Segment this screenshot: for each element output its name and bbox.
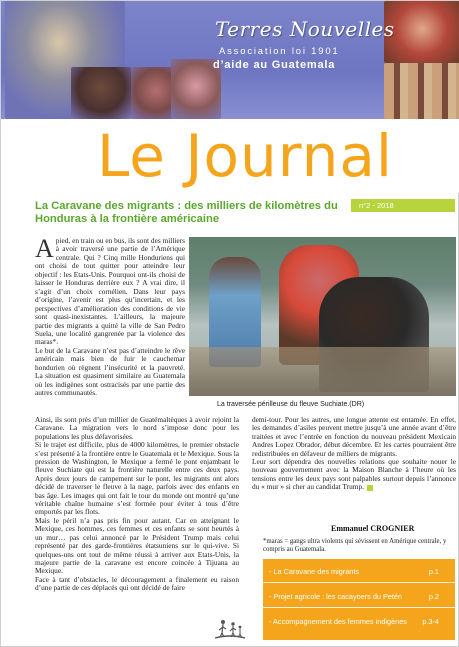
org-name: Terres Nouvelles bbox=[215, 17, 395, 41]
org-subtitle-2: d’aide au Guatemala bbox=[213, 59, 336, 71]
table-of-contents bbox=[263, 559, 455, 640]
toc-page: p.1 bbox=[428, 567, 439, 576]
photo-river bbox=[189, 347, 456, 396]
paragraph: Si le trajet est difficile, plus de 4000 kilomètres, le premier obstacle s’est présenté à la frontière entre le Guatemala et le Mexique. Sous la pression de Washington, le Mexique a fermé le pont enjambant le fleuve Suchiate qui est la frontière naturelle entre ces deux pays. Après deux jours de campement sur le pont, les migrants ont alors décidé de traverser le fleuve à la nage, parfois avec des enfants en bas âge. Les images qui ont fait le tour du monde ont montré qu’une véritable chaîne humaine s’est formée pour éviter à tous d’être emportés par les flots. bbox=[35, 440, 239, 517]
article-column-bottom bbox=[35, 416, 239, 593]
end-mark-icon bbox=[367, 485, 373, 491]
toc-label: - Projet agricole : les cacayoers du Petén bbox=[269, 592, 403, 601]
toc-label: - Accompagnement des femmes indigènes bbox=[269, 617, 407, 626]
association-logo-icon bbox=[213, 616, 247, 642]
article-column-right bbox=[252, 416, 456, 492]
paragraph: Mais le péril n’a pas pris fin pour autant. Car en atteignant le Mexique, ces hommes, ces femmes et ces enfants se sont heurtés à un mur… pas celui annoncé par le Président Trump mais celui représenté par des garde-frontières étatsuniens sur le qui-vive. Si quelques-uns ont tout de même réussi à arriver aux Etats-Unis, la majeure partie de la caravane est encore coincée à Tijuana au Mexique. bbox=[35, 515, 239, 576]
toc-item[interactable] bbox=[263, 617, 455, 636]
issue-number: n°2 - 2018 bbox=[351, 199, 455, 212]
paragraph bbox=[252, 458, 456, 492]
journal-title: Le Journal bbox=[97, 122, 394, 190]
toc-divider bbox=[263, 582, 455, 583]
paragraph-text: Leur sort dépendra des nouvelles relations que souhaite nouer le nouveau gouvernement avec la Maison Blanche à l’heure où les tensions entre les deux pays sont palpables surtout depuis l’annonce du « mur » si cher au candidat Trump. bbox=[252, 457, 456, 492]
article-photo bbox=[189, 237, 456, 396]
toc-label: - La Caravane des migrants bbox=[269, 567, 360, 576]
header-photo-portrait bbox=[384, 1, 459, 63]
paragraph: Le but de la Caravane n’est pas d’atteindre le rêve américain mais bien de fuir le cauchemar hondurien où règnent l’insécurité et la pauvreté. La situation est quasiment similaire au Guatemala où les indigènes sont ostracisés par une partie des autres communautés. bbox=[35, 345, 185, 398]
org-subtitle: Association loi 1901 bbox=[219, 46, 340, 57]
header-photo-child bbox=[71, 67, 131, 119]
paragraph: Ainsi, ils sont près d’un millier de Guatémaltèques à avoir rejoint la Caravane. La migration vers le nord s’impose donc pour les populations les plus défavorisées. bbox=[35, 415, 239, 441]
toc-page: p.2 bbox=[428, 592, 439, 601]
photo-caption: La traversée périlleuse du fleuve Suchiate.(DR) bbox=[217, 401, 365, 408]
paragraph: pied, en train ou en bus, ils sont des milliers à avoir traversé une partie de l’Amérique centrale. Qui ? Cinq mille Honduriens qui ont choisi de tout quitter pour atteindre leur objectif : les Etats-Unis. Pourquoi ont-ils choisi de laisser le Honduras derrière eux ? A vrai dire, il s’agit d’un choix cornélien. Dans leur pays d’origine, l’avenir est plus qu’incertain, et les perspectives d’amélioration des conditions de vie sont quasi-inexistantes. L’ailleurs, la majeure partie des migrants a quitté la ville de San Pedro Suela, une localité gangrenée par la violence des maras*. bbox=[35, 236, 185, 347]
toc-page: p.3-4 bbox=[422, 617, 439, 626]
footnote: *maras = gangs ultra violents qui sévissent en Amérique centrale, y compris au Guatemala. bbox=[263, 538, 447, 553]
header-photo-group bbox=[384, 63, 459, 119]
toc-item[interactable] bbox=[263, 567, 455, 586]
article-headline: La Caravane des migrants : des milliers de kilomètres du Honduras à la frontière américaine bbox=[35, 200, 338, 225]
paragraph: Face à tant d’obstacles, le découragement a finalement eu raison d’une partie de ces déplacés qui ont décidé de faire bbox=[35, 574, 239, 593]
dropcap: A bbox=[35, 234, 54, 263]
header-banner bbox=[1, 1, 459, 119]
paragraph: demi-tour. Pour les autres, une longue attente est entamée. En effet, les demandes d’asiles peuvent mettre jusqu’à une année avant d’être traitées et avec l’entrée en fonction du nouveau président Mexicain Andres Lopez Obrador, début décembre. Et les cartes pourraient être redistribuées en défaveur de milliers de migrants. bbox=[252, 415, 456, 458]
toc-item[interactable] bbox=[263, 592, 455, 611]
author-signature: Emmanuel CROGNIER bbox=[331, 524, 415, 533]
toc-divider bbox=[263, 607, 455, 608]
article-column-left bbox=[35, 234, 185, 398]
